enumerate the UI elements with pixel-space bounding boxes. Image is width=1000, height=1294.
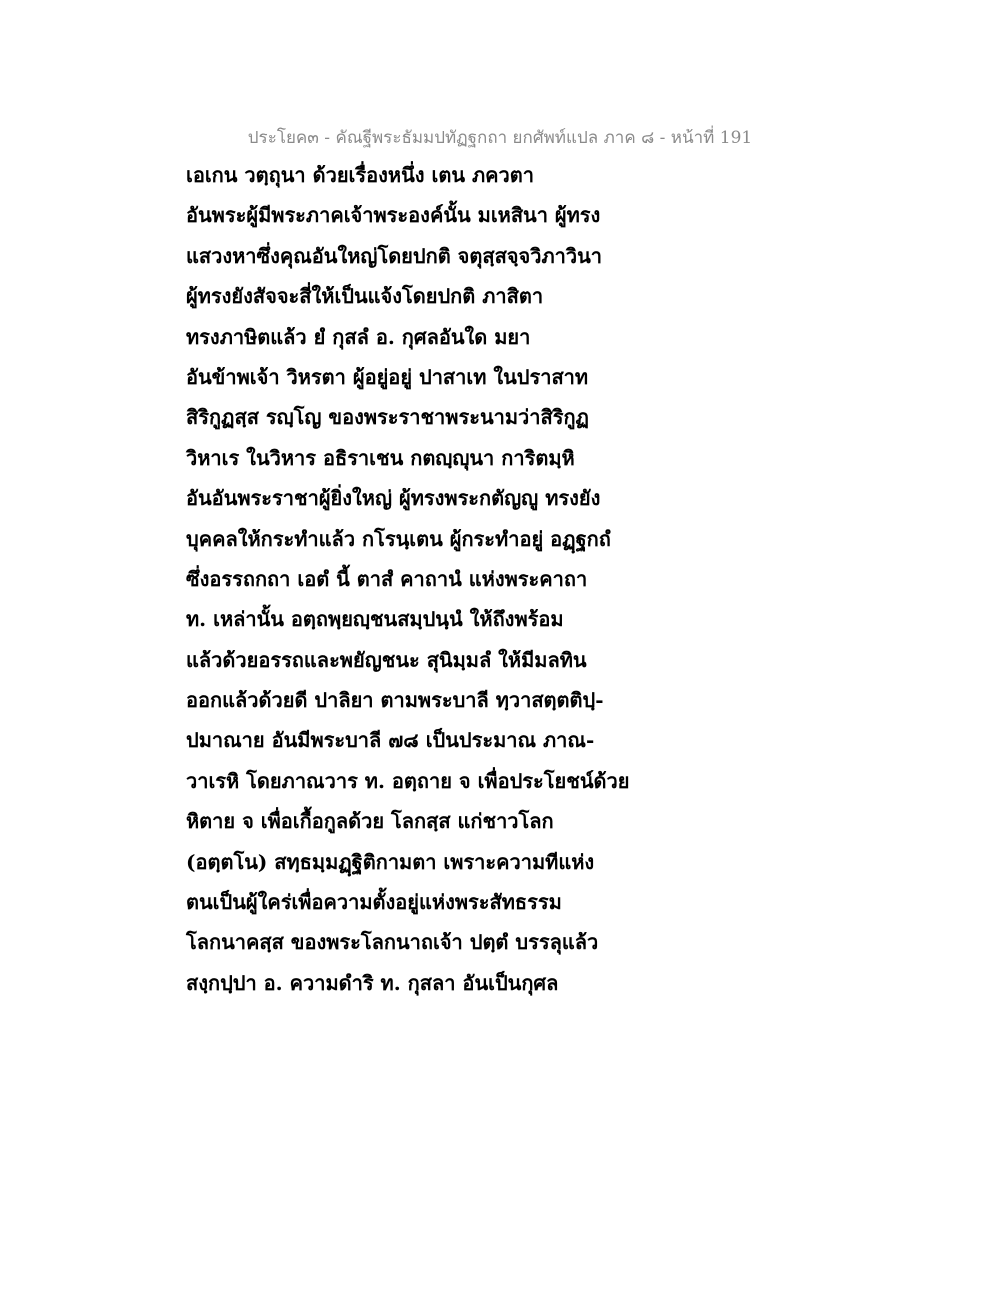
text-line: โลกนาคสฺส ของพระโลกนาถเจ้า ปตฺตํ บรรลุแล้ว [186, 930, 599, 955]
text-line: ซึ่งอรรถกถา เอตํ นี้ ตาสํ คาถานํ แห่งพระคาถา [186, 566, 588, 591]
text-line: ตนเป็นผู้ใคร่เพื่อความตั้งอยู่แห่งพระสัทธรรม [186, 890, 562, 915]
text-line: วาเรหิ โดยภาณวาร ท. อตฺถาย จ เพื่อประโยชน์ด้วย [186, 768, 630, 793]
text-line: ผู้ทรงยังสัจจะสี่ให้เป็นแจ้งโดยปกติ ภาสิตา [186, 284, 544, 309]
text-line: วิหาเร ในวิหาร อธิราเชน กตญฺญุนา การิตมฺหิ [186, 445, 575, 470]
text-line: อันอันพระราชาผู้ยิ่งใหญ่ ผู้ทรงพระกตัญญู ทรงยัง [186, 486, 601, 511]
text-line: อันข้าพเจ้า วิหรตา ผู้อยู่อยู่ ปาสาเท ในปราสาท [186, 364, 589, 389]
text-line: แล้วด้วยอรรถและพยัญชนะ สุนิมฺมลํ ให้มีมลทิน [186, 647, 587, 672]
text-line: (อตฺตโน) สทฺธมฺมฏฺฐิติกามตา เพราะความทีแห่ง [186, 849, 595, 874]
text-line: ปมาณาย อันมีพระบาลี ๗๘ เป็นประมาณ ภาณ- [186, 728, 595, 753]
text-line: ทรงภาษิตแล้ว ยํ กุสลํ อ. กุศลอันใด มยา [186, 324, 531, 349]
text-line: อันพระผู้มีพระภาคเจ้าพระองค์นั้น มเหสินา ผู้ทรง [186, 203, 601, 228]
text-line: บุคคลให้กระทำแล้ว กโรนฺเตน ผู้กระทำอยู่ อฏฺฐกถํ [186, 526, 611, 551]
body-text [186, 160, 826, 1008]
page-header: ประโยค๓ - คัณฐีพระธัมมปทัฏฐกถา ยกศัพท์แปล ภาค ๘ - หน้าที่ 191 [247, 128, 753, 148]
text-line: สงฺกปฺปา อ. ความดำริ ท. กุสลา อันเป็นกุศล [186, 970, 559, 995]
text-line: หิตาย จ เพื่อเกื้อกูลด้วย โลกสฺส แก่ชาวโลก [186, 809, 554, 834]
text-line: ท. เหล่านั้น อตฺถพฺยญฺชนสมฺปนฺนํ ให้ถึงพร้อม [186, 607, 564, 632]
text-line: เอเกน วตฺถุนา ด้วยเรื่องหนึ่ง เตน ภควตา [186, 163, 534, 187]
text-line: แสวงหาซึ่งคุณอันใหญ่โดยปกติ จตุสฺสจฺจวิภาวินา [186, 243, 602, 268]
text-line: ออกแล้วด้วยดี ปาลิยา ตามพระบาลี ทฺวาสตฺตติปฺ- [186, 688, 604, 713]
text-line: สิริกูฏสฺส รญฺโญ ของพระราชาพระนามว่าสิริกูฏ [186, 405, 589, 430]
